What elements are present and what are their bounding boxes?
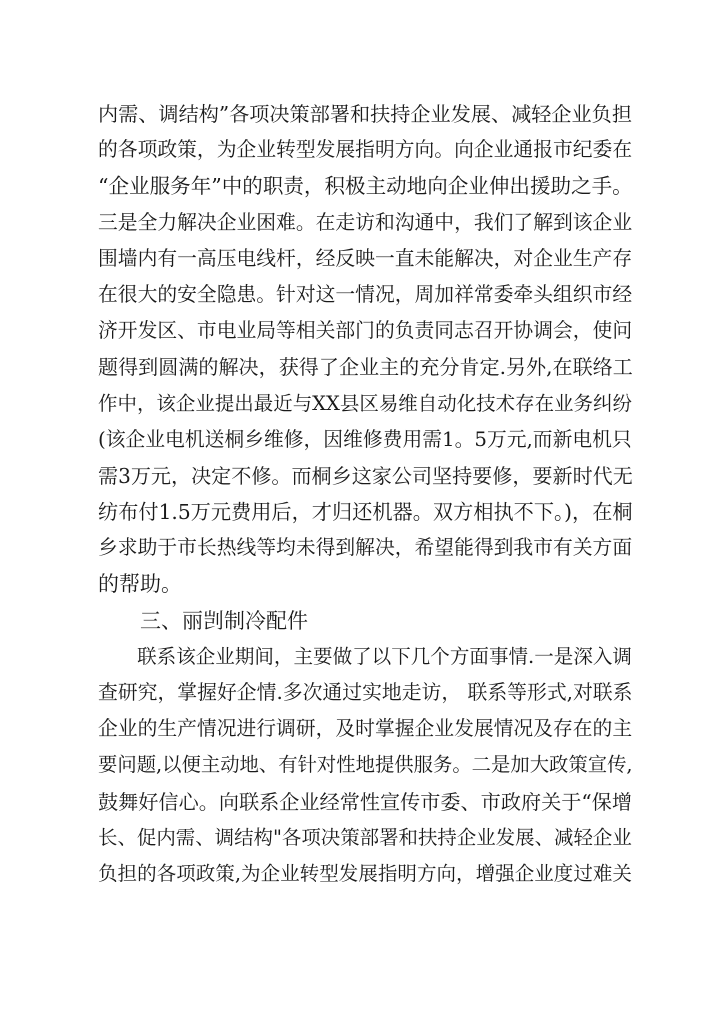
text-line: (该企业电机送桐乡维修，因维修费用需1。5万元,而新电机只 xyxy=(98,427,632,451)
text-line: 要问题,以便主动地、有针对性地提供服务。二是加大政策宣传, xyxy=(98,753,633,777)
text-line: 纺布付1.5万元费用后，才归还机器。双方相执不下。)，在桐 xyxy=(98,500,633,525)
text-line: 作中，该企业提出最近与XX县区易维自动化技术存在业务纠纷 xyxy=(98,391,632,415)
text-line: 的各项政策，为企业转型发展指明方向。向企业通报市纪委在 xyxy=(98,138,633,162)
text-line: 鼓舞好信心。向联系企业经常性宣传市委、市政府关于“保增 xyxy=(98,789,632,814)
text-line: 在很大的安全隐患。针对这一情况，周加祥常委牵头组织市经 xyxy=(98,282,633,306)
text-line: 济开发区、市电业局等相关部门的负责同志召开协调会，使问 xyxy=(98,319,633,343)
text-line: 需3万元，决定不修。而桐乡这家公司坚持要修，要新时代无 xyxy=(98,463,633,488)
text-line: 负担的各项政策,为企业转型发展指明方向，增强企业度过难关 xyxy=(98,861,632,885)
text-line: 围墙内有一高压电线杆，经反映一直未能解决，对企业生产存 xyxy=(98,246,633,270)
text-line: 内需、调结构”各项决策部署和扶持企业发展、减轻企业负担 xyxy=(98,102,632,126)
text-line: 企业的生产情况进行调研，及时掌握企业发展情况及存在的主 xyxy=(98,717,633,741)
text-line: 长、促内需、调结构"各项决策部署和扶持企业发展、减轻企业 xyxy=(98,825,632,849)
text-line: “企业服务年”中的职责，积极主动地向企业伸出援助之手。 xyxy=(98,174,633,199)
text-line: 乡求助于市长热线等均未得到解决，希望能得到我市有关方面 xyxy=(98,536,633,560)
text-line: 查研究，掌握好企情.多次通过实地走访， 联系等形式,对联系 xyxy=(98,681,633,704)
body-text xyxy=(98,96,638,892)
text-line: 联系该企业期间，主要做了以下几个方面事情.一是深入调 xyxy=(98,644,632,668)
text-line: 的帮助。 xyxy=(98,572,182,597)
section-heading: 三、丽剀制冷配件 xyxy=(98,608,308,633)
text-line: 题得到圆满的解决，获得了企业主的充分肯定.另外,在联络工 xyxy=(98,355,633,380)
text-line: 三是全力解决企业困难。在走访和沟通中，我们了解到该企业 xyxy=(98,210,633,234)
